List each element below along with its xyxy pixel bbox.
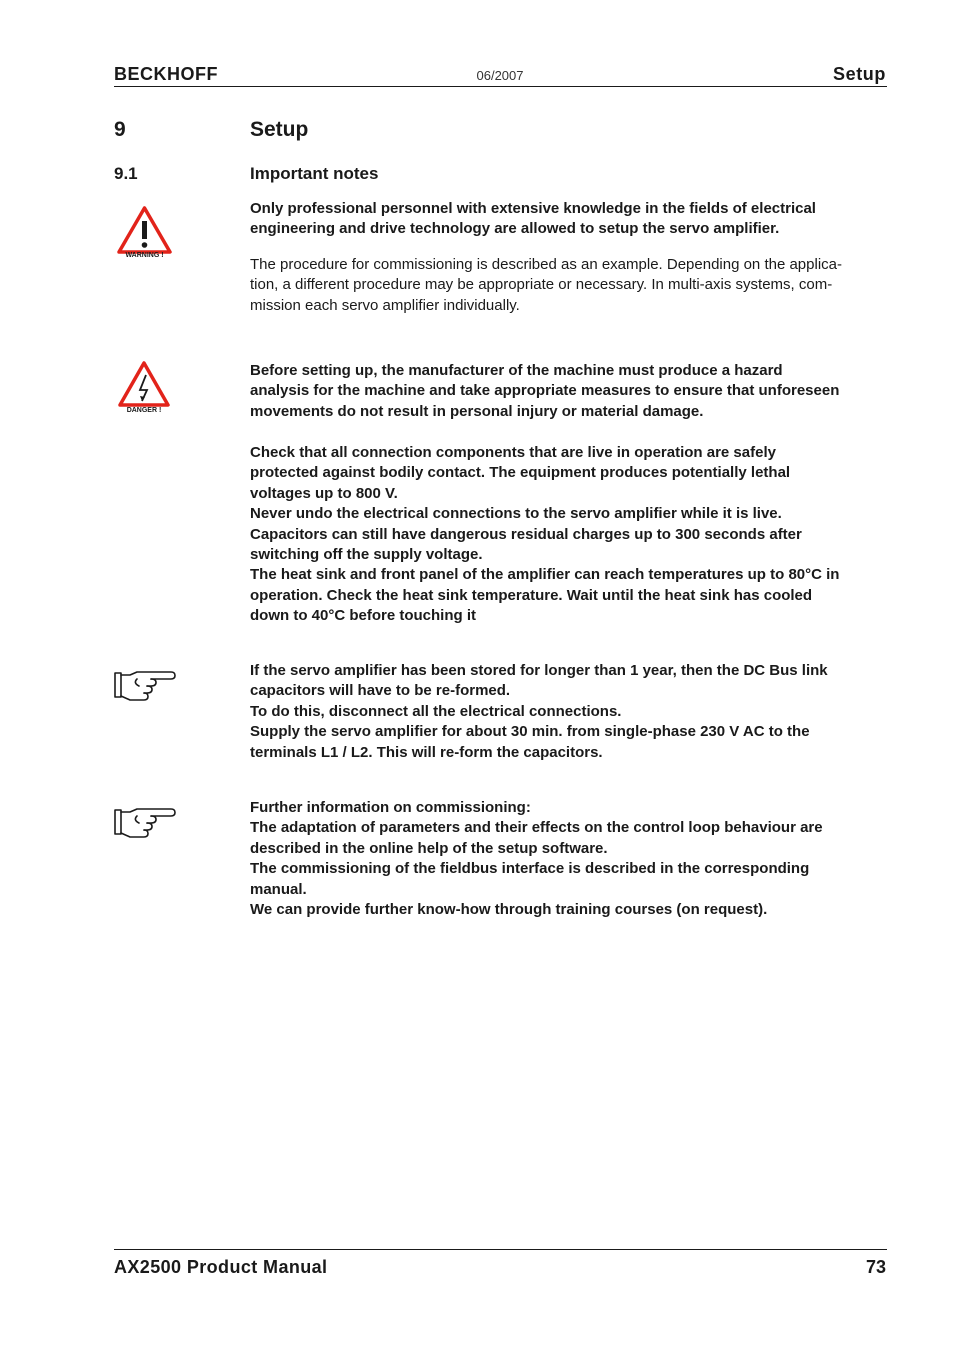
text-line: described in the online help of the setup software. (250, 839, 608, 857)
chapter-title: Setup (250, 118, 309, 141)
warning-normal-text (250, 255, 890, 316)
text-line: analysis for the machine and take appropriate measures to ensure that unforeseen (250, 382, 840, 400)
text-line: mission each servo amplifier individually. (250, 296, 520, 314)
note-text-2 (250, 798, 890, 920)
danger-icon (118, 361, 170, 417)
text-line: To do this, disconnect all the electrical connections. (250, 702, 622, 720)
note-text-1 (250, 661, 890, 763)
danger-text-1 (250, 361, 890, 422)
text-line: Never undo the electrical connections to the servo amplifier while it is live. (250, 505, 782, 523)
warning-label: WARNING ! (125, 252, 164, 259)
pointing-hand-icon (113, 806, 177, 845)
text-line: down to 40°C before touching it (250, 607, 476, 625)
header-rule (114, 86, 887, 87)
footer-rule (114, 1249, 887, 1250)
subsection-number: 9.1 (114, 164, 138, 183)
footer-title: AX2500 Product Manual (114, 1257, 328, 1277)
text-line: Capacitors can still have dangerous residual charges up to 300 seconds after (250, 525, 802, 543)
danger-text-2 (250, 443, 890, 627)
page-number: 73 (865, 1257, 886, 1277)
text-line: voltages up to 800 V. (250, 484, 398, 502)
text-line: The adaptation of parameters and their effects on the control loop behaviour are (250, 819, 823, 837)
pointing-hand-icon (113, 669, 177, 708)
text-line: The heat sink and front panel of the amplifier can reach temperatures up to 80°C in (250, 566, 840, 584)
text-line: switching off the supply voltage. (250, 546, 483, 564)
text-line: Only professional personnel with extensive knowledge in the fields of electrical (250, 200, 816, 217)
header-section: Setup (832, 64, 886, 84)
text-line: Supply the servo amplifier for about 30 min. from single-phase 230 V AC to the (250, 723, 810, 741)
brand-logo: BECKHOFF (114, 64, 218, 84)
text-line: Check that all connection components that are live in operation are safely (250, 444, 776, 461)
header-date: 06/2007 (476, 68, 524, 83)
danger-label: DANGER ! (126, 407, 162, 414)
chapter-number: 9 (114, 118, 126, 141)
text-line: movements do not result in personal injury or material damage. (250, 402, 704, 420)
text-line: The procedure for commissioning is described as an example. Depending on the applica- (250, 256, 842, 273)
text-line: terminals L1 / L2. This will re-form the capacitors. (250, 743, 603, 761)
text-line: Before setting up, the manufacturer of the machine must produce a hazard (250, 362, 783, 379)
text-line: capacitors will have to be re-formed. (250, 682, 511, 700)
text-line: manual. (250, 880, 307, 898)
warning-bold-text (250, 199, 890, 240)
text-line: We can provide further know-how through training courses (on request). (250, 901, 768, 919)
text-line: The commissioning of the fieldbus interface is described in the corresponding (250, 860, 810, 878)
text-line: tion, a different procedure may be appropriate or necessary. In multi-axis systems, com- (250, 276, 833, 294)
text-line: If the servo amplifier has been stored for longer than 1 year, then the DC Bus link (250, 662, 828, 679)
text-line: protected against bodily contact. The equipment produces potentially lethal (250, 464, 791, 482)
warning-icon (117, 206, 172, 262)
text-line: Further information on commissioning: (250, 799, 531, 816)
text-line: engineering and drive technology are allowed to setup the servo amplifier. (250, 220, 780, 238)
text-line: operation. Check the heat sink temperature. Wait until the heat sink has cooled (250, 586, 813, 604)
subsection-title: Important notes (250, 164, 379, 183)
